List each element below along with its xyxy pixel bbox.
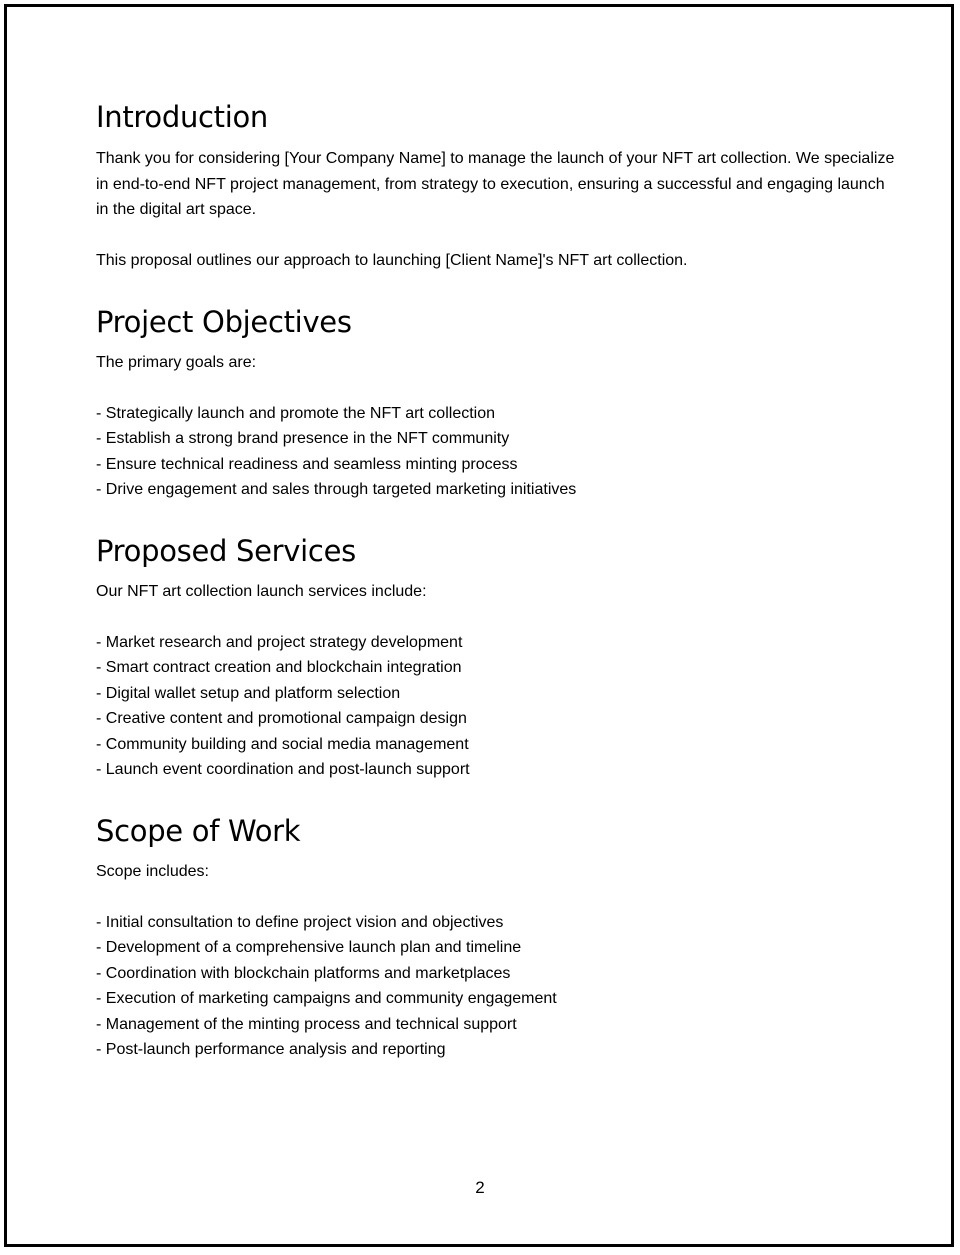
document-body: [96, 95, 896, 1063]
proposal-outline-paragraph: This proposal outlines our approach to launching [Client Name]'s NFT art collection.: [96, 252, 688, 269]
list-item: - Development of a comprehensive launch plan and timeline: [96, 939, 522, 956]
project-objectives-section: [96, 300, 896, 503]
list-item: - Ensure technical readiness and seamless minting process: [96, 455, 518, 473]
proposed-services-section: [96, 529, 896, 783]
introduction-paragraph: Thank you for considering [Your Company Name] to manage the launch of your NFT art collection. We specialize in end-to-end NFT project management, from strategy to execution, ensuring a successful and engaging launch in the digital art space.: [96, 150, 895, 218]
list-item: - Execution of marketing campaigns and community engagement: [96, 990, 557, 1007]
spacer: [96, 223, 896, 249]
proposed-services-heading: Proposed Services: [96, 533, 356, 568]
scope-intro: Scope includes:: [96, 862, 209, 880]
introduction-section: [96, 95, 896, 274]
services-intro: Our NFT art collection launch services include:: [96, 582, 427, 600]
objectives-intro: The primary goals are:: [96, 353, 257, 371]
list-item: - Market research and project strategy development: [96, 633, 463, 651]
list-item: - Launch event coordination and post-launch support: [96, 761, 470, 778]
services-list: [96, 630, 896, 783]
project-objectives-heading: Project Objectives: [96, 304, 352, 339]
scope-of-work-section: [96, 809, 896, 1063]
section-spacer: [96, 274, 896, 300]
spacer: [96, 884, 896, 910]
spacer: [96, 375, 896, 401]
list-item: - Smart contract creation and blockchain integration: [96, 659, 462, 676]
section-spacer: [96, 783, 896, 809]
list-item: - Post-launch performance analysis and reporting: [96, 1041, 446, 1058]
introduction-heading: Introduction: [96, 100, 269, 134]
spacer: [96, 604, 896, 630]
scope-list: [96, 910, 896, 1063]
list-item: - Digital wallet setup and platform selection: [96, 684, 401, 702]
list-item: - Creative content and promotional campaign design: [96, 710, 467, 727]
list-item: - Establish a strong brand presence in the NFT community: [96, 430, 510, 447]
section-spacer: [96, 503, 896, 529]
list-item: - Strategically launch and promote the NFT art collection: [96, 404, 496, 422]
list-item: - Drive engagement and sales through targeted marketing initiatives: [96, 481, 577, 498]
scope-of-work-heading: Scope of Work: [96, 813, 301, 848]
list-item: - Coordination with blockchain platforms and marketplaces: [96, 964, 511, 982]
page-number: 2: [475, 1178, 485, 1197]
objectives-list: [96, 401, 896, 503]
list-item: - Initial consultation to define project vision and objectives: [96, 913, 504, 931]
list-item: - Management of the minting process and technical support: [96, 1015, 517, 1033]
list-item: - Community building and social media management: [96, 735, 469, 753]
